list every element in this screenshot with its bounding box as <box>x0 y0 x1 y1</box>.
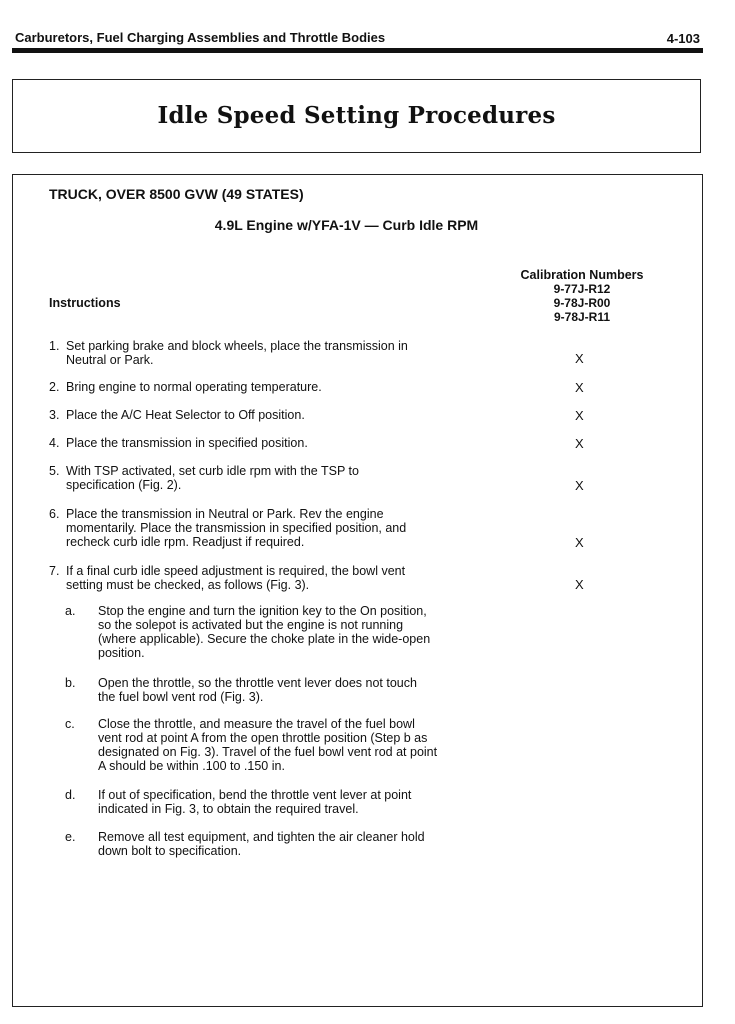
calibration-mark: X <box>575 380 584 395</box>
substep-text-line: If out of specification, bend the throttle vent lever at point <box>98 788 412 802</box>
substep-letter: a. <box>65 604 76 618</box>
substep-item <box>65 676 485 704</box>
substep-text-line: vent rod at point A from the open throttle position (Step b as <box>98 731 428 745</box>
substep-text-line: Stop the engine and turn the ignition key to the On position, <box>98 604 427 618</box>
substep-text-line: the fuel bowl vent rod (Fig. 3). <box>98 690 264 704</box>
calibration-mark: X <box>575 408 584 423</box>
substep-text-line: so the solepot is activated but the engine is not running <box>98 618 404 632</box>
step-text-line: Place the transmission in Neutral or Park. Rev the engine <box>66 507 384 521</box>
step-text-line: recheck curb idle rpm. Readjust if required. <box>66 535 305 549</box>
step-text-line: Neutral or Park. <box>66 353 154 367</box>
calibration-number: 9-77J-R12 <box>553 282 611 296</box>
substep-text-line: position. <box>98 646 145 660</box>
header-rule <box>12 48 703 53</box>
substep-text-line: Open the throttle, so the throttle vent lever does not touch <box>98 676 417 690</box>
title-box <box>12 79 701 153</box>
step-text-line: Set parking brake and block wheels, place the transmission in <box>66 339 408 353</box>
step-number: 1. <box>49 339 60 353</box>
substep-letter: c. <box>65 717 75 731</box>
step-number: 5. <box>49 464 60 478</box>
substep-item <box>65 788 485 816</box>
substep-text-line: down bolt to specification. <box>98 844 242 858</box>
substep-text-line: (where applicable). Secure the choke plate in the wide-open <box>98 632 431 646</box>
step-number: 7. <box>49 564 60 578</box>
step-number: 2. <box>49 380 60 394</box>
substep-text-line: indicated in Fig. 3, to obtain the required travel. <box>98 802 359 816</box>
step-text-line: specification (Fig. 2). <box>66 478 182 492</box>
step-number: 3. <box>49 408 60 422</box>
calibration-mark: X <box>575 436 584 451</box>
instructions-label: Instructions <box>49 296 121 310</box>
step-text-line: If a final curb idle speed adjustment is required, the bowl vent <box>66 564 406 578</box>
step-number: 6. <box>49 507 60 521</box>
substep-item <box>65 604 485 660</box>
step-item <box>49 408 469 422</box>
page-title: Idle Speed Setting Procedures <box>157 102 556 129</box>
calibration-label: Calibration Numbers <box>520 268 644 282</box>
calibration-header <box>499 268 665 324</box>
substep-letter: d. <box>65 788 76 802</box>
step-text-line: setting must be checked, as follows (Fig. 3). <box>66 578 310 592</box>
calibration-number: 9-78J-R00 <box>553 296 611 310</box>
page-number: 4-103 <box>666 31 700 46</box>
calibration-number: 9-78J-R11 <box>553 310 611 324</box>
calibration-mark: X <box>575 577 584 592</box>
step-item <box>49 436 469 450</box>
procedure-box <box>12 174 703 1007</box>
substep-text-line: A should be within .100 to .150 in. <box>98 759 285 773</box>
calibration-mark: X <box>575 535 584 550</box>
substep-item <box>65 830 485 858</box>
step-item <box>49 464 469 492</box>
calibration-mark: X <box>575 478 584 493</box>
step-text-line: momentarily. Place the transmission in specified position, and <box>66 521 407 535</box>
calibration-mark: X <box>575 351 584 366</box>
step-item <box>49 339 469 367</box>
step-text-line: Bring engine to normal operating temperature. <box>66 380 322 394</box>
substep-letter: e. <box>65 830 76 844</box>
step-text-line: With TSP activated, set curb idle rpm with the TSP to <box>66 464 359 478</box>
substep-item <box>65 717 485 773</box>
section-subheading: 4.9L Engine w/YFA-1V — Curb Idle RPM <box>214 217 479 233</box>
substep-text-line: designated on Fig. 3). Travel of the fuel bowl vent rod at point <box>98 745 438 759</box>
step-text-line: Place the transmission in specified position. <box>66 436 308 450</box>
substep-letter: b. <box>65 676 76 690</box>
substep-text-line: Close the throttle, and measure the travel of the fuel bowl <box>98 717 415 731</box>
substep-text-line: Remove all test equipment, and tighten the air cleaner hold <box>98 830 425 844</box>
running-head: Carburetors, Fuel Charging Assemblies and Throttle Bodies <box>15 30 386 45</box>
step-number: 4. <box>49 436 60 450</box>
step-item <box>49 564 469 592</box>
step-text-line: Place the A/C Heat Selector to Off position. <box>66 408 305 422</box>
step-item <box>49 380 469 394</box>
step-item <box>49 507 469 549</box>
section-heading: TRUCK, OVER 8500 GVW (49 STATES) <box>49 186 304 202</box>
